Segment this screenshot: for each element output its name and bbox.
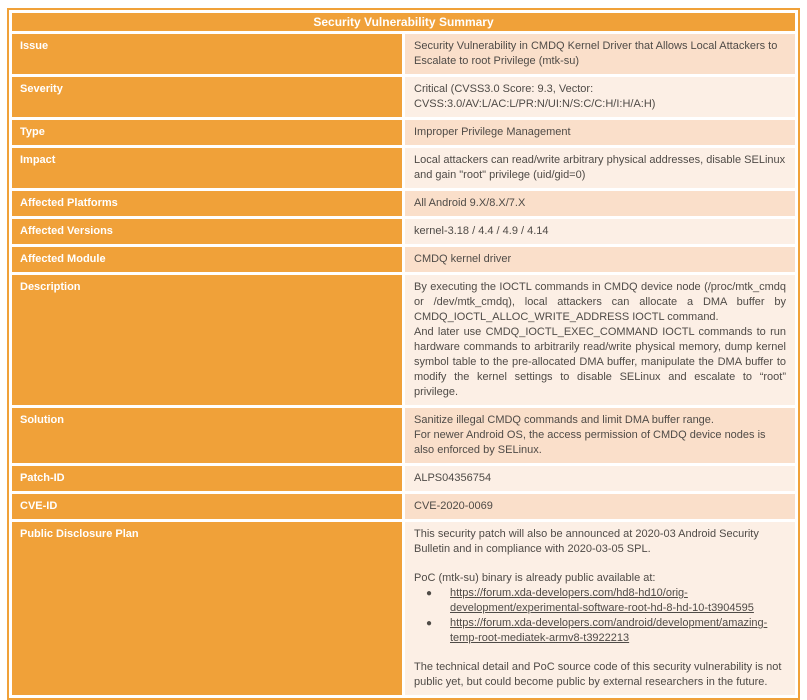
vulnerability-summary-table [7,8,800,700]
table-row-severity [12,77,795,117]
row-type-label: Type [12,120,402,145]
row-affected-platforms-value: All Android 9.X/8.X/7.X [405,191,795,216]
poc-link-list [414,586,786,646]
bullet-icon: ● [426,618,433,629]
table-row-description [12,275,795,405]
row-issue-value: Security Vulnerability in CMDQ Kernel Driver that Allows Local Attackers to Escalate to root Privilege (mtk-su) [405,34,795,74]
bullet-icon: ● [426,588,433,599]
page-title: Security Vulnerability Summary [12,13,795,31]
row-affected-module-label: Affected Module [12,247,402,272]
row-public-disclosure-plan-value [405,522,795,695]
disclosure-technical-detail-text: The technical detail and PoC source code of this security vulnerability is not public yet, but could become public by external researchers in the future. [414,661,782,688]
row-affected-versions-value: kernel-3.18 / 4.4 / 4.9 / 4.14 [405,219,795,244]
list-item [414,586,786,616]
solution-line-2: For newer Android OS, the access permission of CMDQ device nodes is also enforced by SELinux. [414,429,766,456]
row-cve-id-label: CVE-ID [12,494,402,519]
row-affected-versions-label: Affected Versions [12,219,402,244]
table-row-solution [12,408,795,463]
row-solution-label: Solution [12,408,402,463]
row-cve-id-value: CVE-2020-0069 [405,494,795,519]
row-public-disclosure-plan-label: Public Disclosure Plan [12,522,402,695]
row-description-value [405,275,795,405]
row-description-label: Description [12,275,402,405]
solution-line-1: Sanitize illegal CMDQ commands and limit DMA buffer range. [414,414,714,426]
table-row-public-disclosure-plan [12,522,795,695]
xda-link-mediatek-armv8[interactable]: https://forum.xda-developers.com/android/development/amazing-temp-root-mediatek-armv8-t3922213 [450,617,768,644]
row-impact-label: Impact [12,148,402,188]
row-severity-label: Severity [12,77,402,117]
table-row-affected-versions [12,219,795,244]
description-paragraph-1: By executing the IOCTL commands in CMDQ device node (/proc/mtk_cmdq or /dev/mtk_cmdq), local attackers can allocate a DMA buffer by CMDQ_IOCTL_ALLOC_WRITE_ADDRESS IOCTL command. [414,281,786,323]
table-row-type [12,120,795,145]
poc-intro-text: PoC (mtk-su) binary is already public available at: [414,572,656,584]
xda-link-hd8-hd10[interactable]: https://forum.xda-developers.com/hd8-hd10/orig-development/experimental-software-root-hd-8-hd-10-t3904595 [450,587,754,614]
row-patch-id-value: ALPS04356754 [405,466,795,491]
row-type-value: Improper Privilege Management [405,120,795,145]
table-row-affected-module [12,247,795,272]
row-affected-platforms-label: Affected Platforms [12,191,402,216]
header-row [12,13,795,31]
row-patch-id-label: Patch-ID [12,466,402,491]
row-severity-value: Critical (CVSS3.0 Score: 9.3, Vector: CVSS:3.0/AV:L/AC:L/PR:N/UI:N/S:C/C:H/I:H/A:H) [405,77,795,117]
description-paragraph-2: And later use CMDQ_IOCTL_EXEC_COMMAND IOCTL commands to run hardware commands to arbitrarily read/write physical memory, dump kernel symbol table to the pre-allocated DMA buffer, manipulate the DMA buffer to modify the kernel settings to disable SELinux and escalate to “root” privilege. [414,326,786,398]
table-row-patch-id [12,466,795,491]
row-issue-label: Issue [12,34,402,74]
row-affected-module-value: CMDQ kernel driver [405,247,795,272]
table-row-affected-platforms [12,191,795,216]
list-item [414,616,786,646]
disclosure-announcement-text: This security patch will also be announced at 2020-03 Android Security Bulletin and in compliance with 2020-03-05 SPL. [414,528,759,555]
row-solution-value [405,408,795,463]
table-row-cve-id [12,494,795,519]
table-row-impact [12,148,795,188]
table-row-issue [12,34,795,74]
row-impact-value: Local attackers can read/write arbitrary physical addresses, disable SELinux and gain "root" privilege (uid/gid=0) [405,148,795,188]
